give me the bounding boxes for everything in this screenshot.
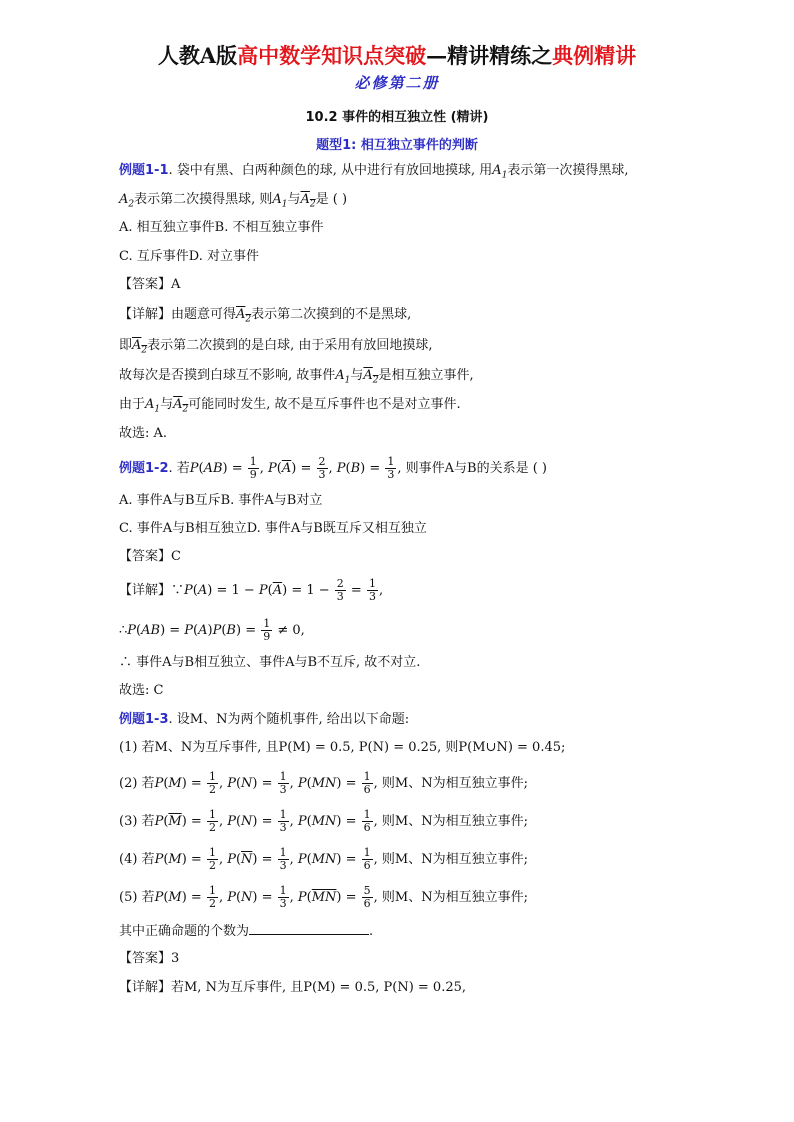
ex2-options-ab: A. 事件A与B互斥B. 事件A与B对立 — [119, 493, 323, 508]
ex1-detail-line4 — [119, 396, 461, 419]
title-part-course: 高中数学知识点突破 — [237, 43, 427, 68]
ex1-question-line1 — [119, 162, 629, 185]
ex2-q-post: , 则事件A与B的关系是 ( ) — [397, 461, 548, 476]
fraction: $\frac{1}{3}$ — [279, 884, 287, 910]
ex1-q2c: 是 ( ) — [315, 192, 348, 207]
fraction: $\frac{1}{3}$ — [387, 455, 395, 481]
ex2-detail-line3: ∴ 事件A与B相互独立、事件A与B不互斥, 故不对立. — [119, 655, 421, 670]
ex2-d1: 【详解】∵ — [119, 583, 185, 598]
ex3-proposition-4: (4) 若P(M) = $\frac{1}{2}$ , $P(\overline{N})$ = $\frac{1}{3}$ , P(MN) = $\frac{1}{6}$ , 则M、N为相互独立事件; — [119, 846, 528, 872]
ex1-d4c: 可能同时发生, 故不是互斥事件也不是对立事件. — [188, 397, 461, 412]
ex1-d3a: 故每次是否摸到白球互不影响, 故事件 — [119, 368, 336, 383]
ex1-d1b: 表示第二次摸到的不是黑球, — [251, 307, 412, 322]
ex3-proposition-5: (5) 若P(M) = $\frac{1}{2}$ , P(N) = $\frac{1}{3}$ , $P(\overline{MN})$ = $\frac{5}{6}$ , 则M、N为相互独立事件; — [119, 884, 528, 910]
math-a2-bar: $A_2$ — [132, 338, 148, 356]
fraction: $\frac{1}{9}$ — [263, 617, 271, 643]
ex1-detail-line2 — [119, 337, 433, 360]
ex2-options-cd: C. 事件A与B相互独立D. 事件A与B既互斥又相互独立 — [119, 521, 427, 536]
title-part-publisher: 人教A版 — [157, 43, 238, 68]
ex1-d3b: 与 — [350, 368, 364, 383]
ex2-detail-line2: ∴P(AB) = P(A)P(B) = $\frac{1}{9}$ ≠ 0, — [119, 617, 305, 643]
math-a2-bar: $A_2$ — [300, 192, 316, 210]
ex2-answer: 【答案】C — [119, 549, 181, 564]
ex3-detail-line1: 【详解】若M, N为互斥事件, 且P(M) = 0.5, P(N) = 0.25, — [119, 980, 467, 995]
ex2-question: 例题1-2. 若P(AB) = $\frac{1}{9}$ , $P(\overline{A})$ = $\frac{2}{3}$ , P(B) = $\frac{1}{3}$ , 则事件A与B的关系是 ( ) — [119, 455, 548, 481]
ex3-question — [119, 711, 409, 729]
fraction: $\frac{1}{6}$ — [363, 770, 371, 796]
ex2-q-pre: . 若 — [168, 461, 190, 476]
ex1-d4a: 由于 — [119, 397, 146, 412]
ex3-p2-pre: (2) 若 — [119, 776, 155, 791]
fraction: $\frac{1}{2}$ — [208, 884, 216, 910]
math-a1: $A_1$ — [145, 397, 161, 415]
title-part-examples: 典例精讲 — [552, 43, 637, 68]
fraction: $\frac{1}{2}$ — [208, 770, 216, 796]
math-a1: $A_1$ — [492, 163, 508, 181]
ex3-answer: 【答案】3 — [119, 951, 180, 966]
fraction: $\frac{1}{6}$ — [363, 846, 371, 872]
ex1-detail-line3 — [119, 367, 474, 390]
fraction: $\frac{1}{3}$ — [279, 770, 287, 796]
ex3-p5-pre: (5) 若 — [119, 890, 155, 905]
ex1-options-cd: C. 互斥事件D. 对立事件 — [119, 249, 259, 264]
ex3-proposition-2: (2) 若P(M) = $\frac{1}{2}$ , P(N) = $\frac{1}{3}$ , P(MN) = $\frac{1}{6}$ , 则M、N为相互独立事件; — [119, 770, 528, 796]
ex1-conclusion: 故选: A. — [119, 426, 168, 441]
fraction: $\frac{2}{3}$ — [336, 577, 344, 603]
ex1-q1b: 表示第一次摸得黑球, — [507, 163, 629, 178]
fraction: $\frac{1}{3}$ — [279, 846, 287, 872]
ex1-q2: 表示第二次摸得黑球, 则 — [134, 192, 273, 207]
ex1-answer: 【答案】A — [119, 277, 181, 292]
ex1-d4b: 与 — [160, 397, 174, 412]
ex2-label: 例题1-2 — [119, 461, 169, 476]
ex3-q: . 设M、N为两个随机事件, 给出以下命题: — [168, 712, 410, 727]
math-a1: $A_1$ — [272, 192, 288, 210]
fraction: $\frac{5}{6}$ — [363, 884, 371, 910]
ex3-proposition-1: (1) 若M、N为互斥事件, 且P(M) = 0.5, P(N) = 0.25, 则P(M∪N) = 0.45; — [119, 740, 566, 755]
fraction: $\frac{2}{3}$ — [318, 455, 326, 481]
page-title — [0, 40, 794, 70]
fraction: $\frac{1}{3}$ — [368, 577, 376, 603]
ex2-detail-line1: 【详解】∵P(A) = $1 - P(\overline{A}) = 1$ − $\frac{2}{3}$ = $\frac{1}{3}$ , — [119, 577, 384, 603]
ex1-detail-line1 — [119, 306, 411, 329]
ex1-d1a: 【详解】由题意可得 — [119, 307, 237, 322]
ex1-d3c: 是相互独立事件, — [378, 368, 474, 383]
ex1-d2b: 表示第二次摸到的是白球, 由于采用有放回地摸球, — [147, 338, 433, 353]
ex1-q1: . 袋中有黑、白两种颜色的球, 从中进行有放回地摸球, 用 — [168, 163, 493, 178]
answer-blank — [249, 922, 369, 935]
ex3-label: 例题1-3 — [119, 712, 169, 727]
topic-heading: 题型1: 相互独立事件的判断 — [316, 138, 478, 153]
math-a2-bar: $A_2$ — [236, 307, 252, 325]
ex2-conclusion: 故选: C — [119, 683, 164, 698]
title-part-method: —精讲精练之 — [426, 43, 553, 68]
ex3-count: 其中正确命题的个数为 — [119, 924, 250, 939]
section-heading: 10.2 事件的相互独立性 (精讲) — [305, 110, 489, 125]
ex1-q2b: 与 — [287, 192, 301, 207]
math-a2: $A_2$ — [119, 192, 135, 210]
ex3-p4-pre: (4) 若 — [119, 852, 155, 867]
ex1-d2a: 即 — [119, 338, 133, 353]
ex1-label: 例题1-1 — [119, 163, 169, 178]
ex1-question-line2 — [119, 191, 347, 214]
math-a2-bar: $A_2$ — [173, 397, 189, 415]
ex1-options-ab: A. 相互独立事件B. 不相互独立事件 — [119, 220, 324, 235]
fraction: $\frac{1}{2}$ — [208, 808, 216, 834]
ex2-d2: ∴ — [119, 623, 128, 638]
fraction: $\frac{1}{2}$ — [208, 846, 216, 872]
math-a1: $A_1$ — [335, 368, 351, 386]
fraction: $\frac{1}{6}$ — [363, 808, 371, 834]
ex3-count-end: . — [369, 924, 374, 939]
ex3-proposition-3: (3) 若$P(\overline{M})$ = $\frac{1}{2}$ , P(N) = $\frac{1}{3}$ , P(MN) = $\frac{1}{6}$ , 则M、N为相互独立事件; — [119, 808, 528, 834]
ex3-count-prompt — [119, 922, 373, 941]
math-a2-bar: $A_2$ — [363, 368, 379, 386]
fraction: $\frac{1}{9}$ — [249, 455, 257, 481]
page-subtitle: 必修第二册 — [354, 74, 440, 92]
ex3-p3-pre: (3) 若 — [119, 814, 155, 829]
fraction: $\frac{1}{3}$ — [279, 808, 287, 834]
